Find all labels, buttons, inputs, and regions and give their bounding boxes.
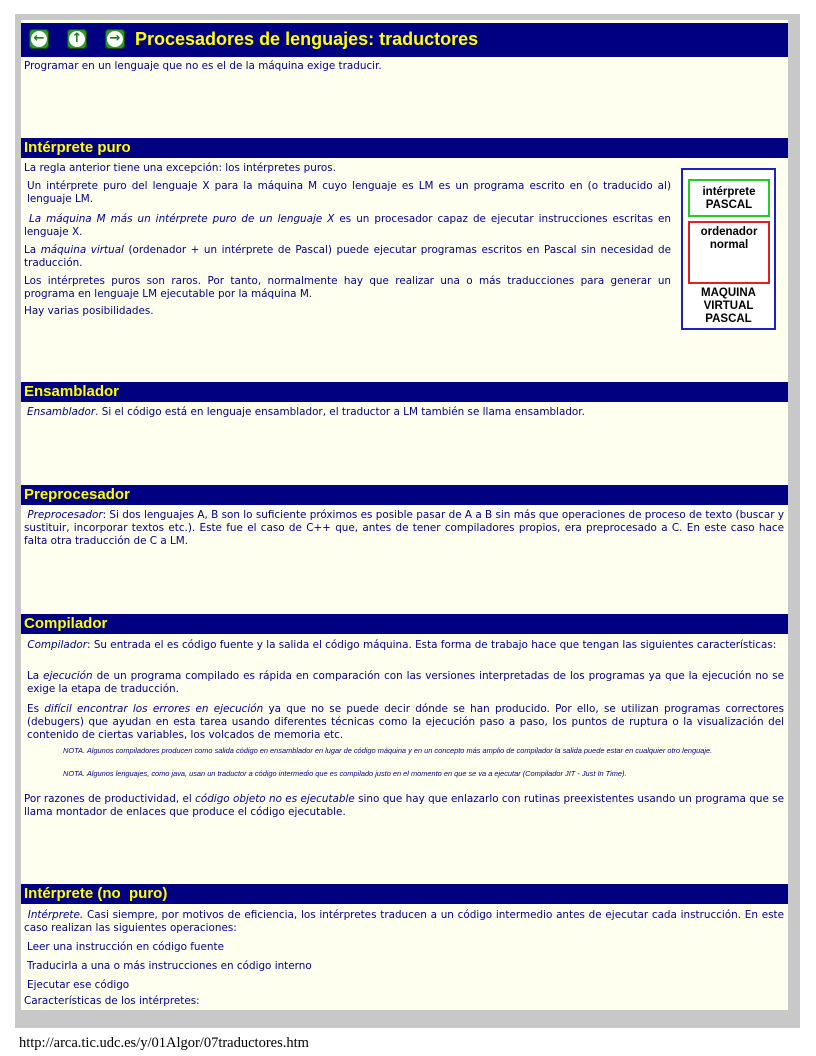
paragraph: Preprocesador: Si dos lenguajes A, B son lo suficiente próximos es posible pasar de A a B sin más que operaciones de proceso de texto (buscar y sustituir, incorporar textos etc.). Este fue el caso de C++ que, antes de tener compiladores propios, era preprocesado a C. En este caso hace falta otra traducción de C a LM. (24, 509, 784, 547)
section-heading-preprocesador: Preprocesador (21, 485, 788, 505)
title-bar (21, 23, 788, 57)
computer-box: ordenador normal (688, 221, 770, 284)
page-title: Procesadores de lenguajes: traductores (135, 29, 479, 49)
document-page (21, 20, 788, 1010)
paragraph: Intérprete. Casi siempre, por motivos de eficiencia, los intérpretes traducen a un código intermedio antes de ejecutar cada instrucción. En este caso realizan las siguientes operaciones: (24, 909, 784, 934)
interpreter-box: intérprete PASCAL (688, 179, 770, 217)
emphasis: máquina virtual (40, 244, 124, 256)
emphasis: Ensamblador (27, 406, 96, 418)
paragraph: La ejecución de un programa compilado es rápida en comparación con las versiones interpretadas de los programas ya que la ejecución no se exige la etapa de traducción. (27, 670, 784, 695)
list-item: Ejecutar ese código (27, 979, 130, 991)
emphasis: ejecución (43, 670, 93, 682)
paragraph: Compilador: Su entrada el es código fuente y la salida el código máquina. Esta forma de trabajo hace que tengan las siguientes características: (27, 639, 777, 651)
footer-url: http://arca.tic.udc.es/y/01Algor/07traductores.htm (19, 1035, 309, 1051)
forward-icon[interactable]: → (105, 29, 125, 49)
paragraph: Los intérpretes puros son raros. Por tanto, normalmente hay que realizar una o más traducciones para generar un programa en lenguaje LM ejecutable por la máquina M. (24, 275, 671, 300)
emphasis: Compilador (27, 639, 88, 651)
emphasis: difícil encontrar los errores en ejecución (44, 703, 264, 715)
virtual-machine-label: MAQUINA VIRTUAL PASCAL (701, 287, 756, 325)
paragraph: Hay varias posibilidades. (24, 305, 154, 317)
emphasis: Preprocesador (27, 509, 103, 521)
paragraph: La máquina M más un intérprete puro de un lenguaje X es un procesador capaz de ejecutar instrucciones escritas en lenguaje X. (24, 213, 671, 238)
section-heading-ensamblador: Ensamblador (21, 382, 788, 402)
list-item: Traducirla a una o más instrucciones en código interno (27, 960, 312, 972)
up-icon[interactable]: ↑ (67, 29, 87, 49)
section-heading-interprete-puro: Intérprete puro (21, 138, 788, 158)
emphasis: código objeto no es ejecutable (195, 793, 355, 805)
note: NOTA. Algunos lenguajes, como java, usan un traductor a código intermedio que es compilado justo en el momento en que se va a ejecutar (Compilador JIT - Just In Time). (63, 769, 627, 778)
list-item: Leer una instrucción en código fuente (27, 941, 224, 953)
emphasis: Intérprete. (27, 909, 84, 921)
section-heading-compilador: Compilador (21, 614, 788, 634)
paragraph: Por razones de productividad, el código objeto no es ejecutable sino que hay que enlazarlo con rutinas preexistentes usando un programa que se llama montador de enlaces que produce el código ejecutable. (24, 793, 784, 818)
paragraph: Es difícil encontrar los errores en ejecución ya que no se puede decir dónde se han producido. Por ello, se utilizan programas correctores (debugers) que ayudan en esta tarea usando diferentes técnicas como la ejecución paso a paso, los puntos de ruptura o la visualización del contenido de ciertas variables, los volcados de memoria etc. (27, 703, 784, 741)
paragraph: Características de los intérpretes: (24, 995, 200, 1007)
paragraph: Un intérprete puro del lenguaje X para la máquina M cuyo lenguaje es LM es un programa escrito en (o traducido al) lenguaje LM. (27, 180, 671, 205)
back-icon[interactable]: ← (29, 29, 49, 49)
paragraph: La regla anterior tiene una excepción: los intérpretes puros. (24, 162, 336, 174)
intro-text: Programar en un lenguaje que no es el de la máquina exige traducir. (24, 60, 382, 72)
paragraph: Ensamblador. Si el código está en lenguaje ensamblador, el traductor a LM también se llama ensamblador. (27, 406, 585, 418)
emphasis: La máquina M más un intérprete puro de un lenguaje X (29, 213, 335, 225)
section-heading-interprete-no-puro: Intérprete (no puro) (21, 884, 788, 904)
paragraph: La máquina virtual (ordenador + un intérprete de Pascal) puede ejecutar programas escritos en Pascal sin necesidad de traducción. (24, 244, 671, 269)
note: NOTA. Algunos compiladores producen como salida código en ensamblador en lugar de código máquina y en un concepto más amplio de compilador la salida puede estar en cualquier otro lenguaje. (63, 746, 713, 755)
